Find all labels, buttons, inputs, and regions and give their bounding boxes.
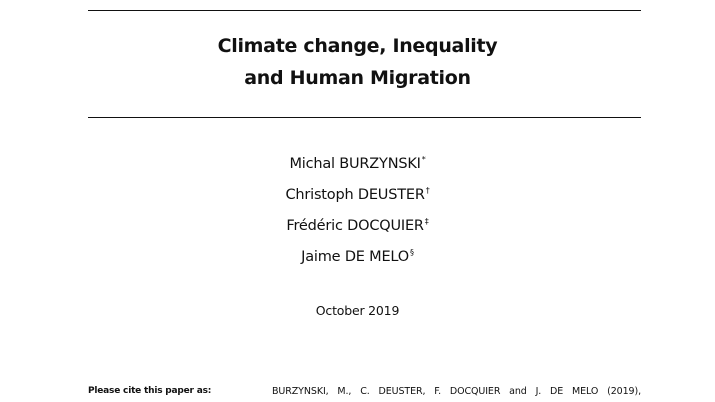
cite-text: BURZYNSKI, M., C. DEUSTER, F. DOCQUIER and J. DE MELO (2019), xyxy=(272,386,641,397)
footnote-mark: § xyxy=(410,248,414,257)
author-name: Jaime DE MELO xyxy=(301,249,409,265)
footnote-mark: † xyxy=(425,186,430,195)
footnote-mark: * xyxy=(421,155,426,164)
title-line-2: and Human Migration xyxy=(244,67,471,89)
author-de-melo xyxy=(0,237,715,268)
author-deuster xyxy=(0,175,715,206)
bottom-rule xyxy=(88,117,641,118)
author-docquier xyxy=(0,206,715,237)
cite-label: Please cite this paper as: xyxy=(88,386,212,396)
paper-title xyxy=(0,30,715,94)
author-list xyxy=(0,144,715,268)
author-name: Frédéric DOCQUIER xyxy=(286,218,424,234)
author-name: Christoph DEUSTER xyxy=(285,187,425,203)
footnote-mark: ‡ xyxy=(424,217,429,226)
publication-date: October 2019 xyxy=(315,303,400,318)
title-line-1: Climate change, Inequality xyxy=(217,35,498,57)
author-burzynski xyxy=(0,144,715,175)
top-rule xyxy=(88,10,641,11)
author-name: Michal BURZYNSKI xyxy=(289,156,421,172)
